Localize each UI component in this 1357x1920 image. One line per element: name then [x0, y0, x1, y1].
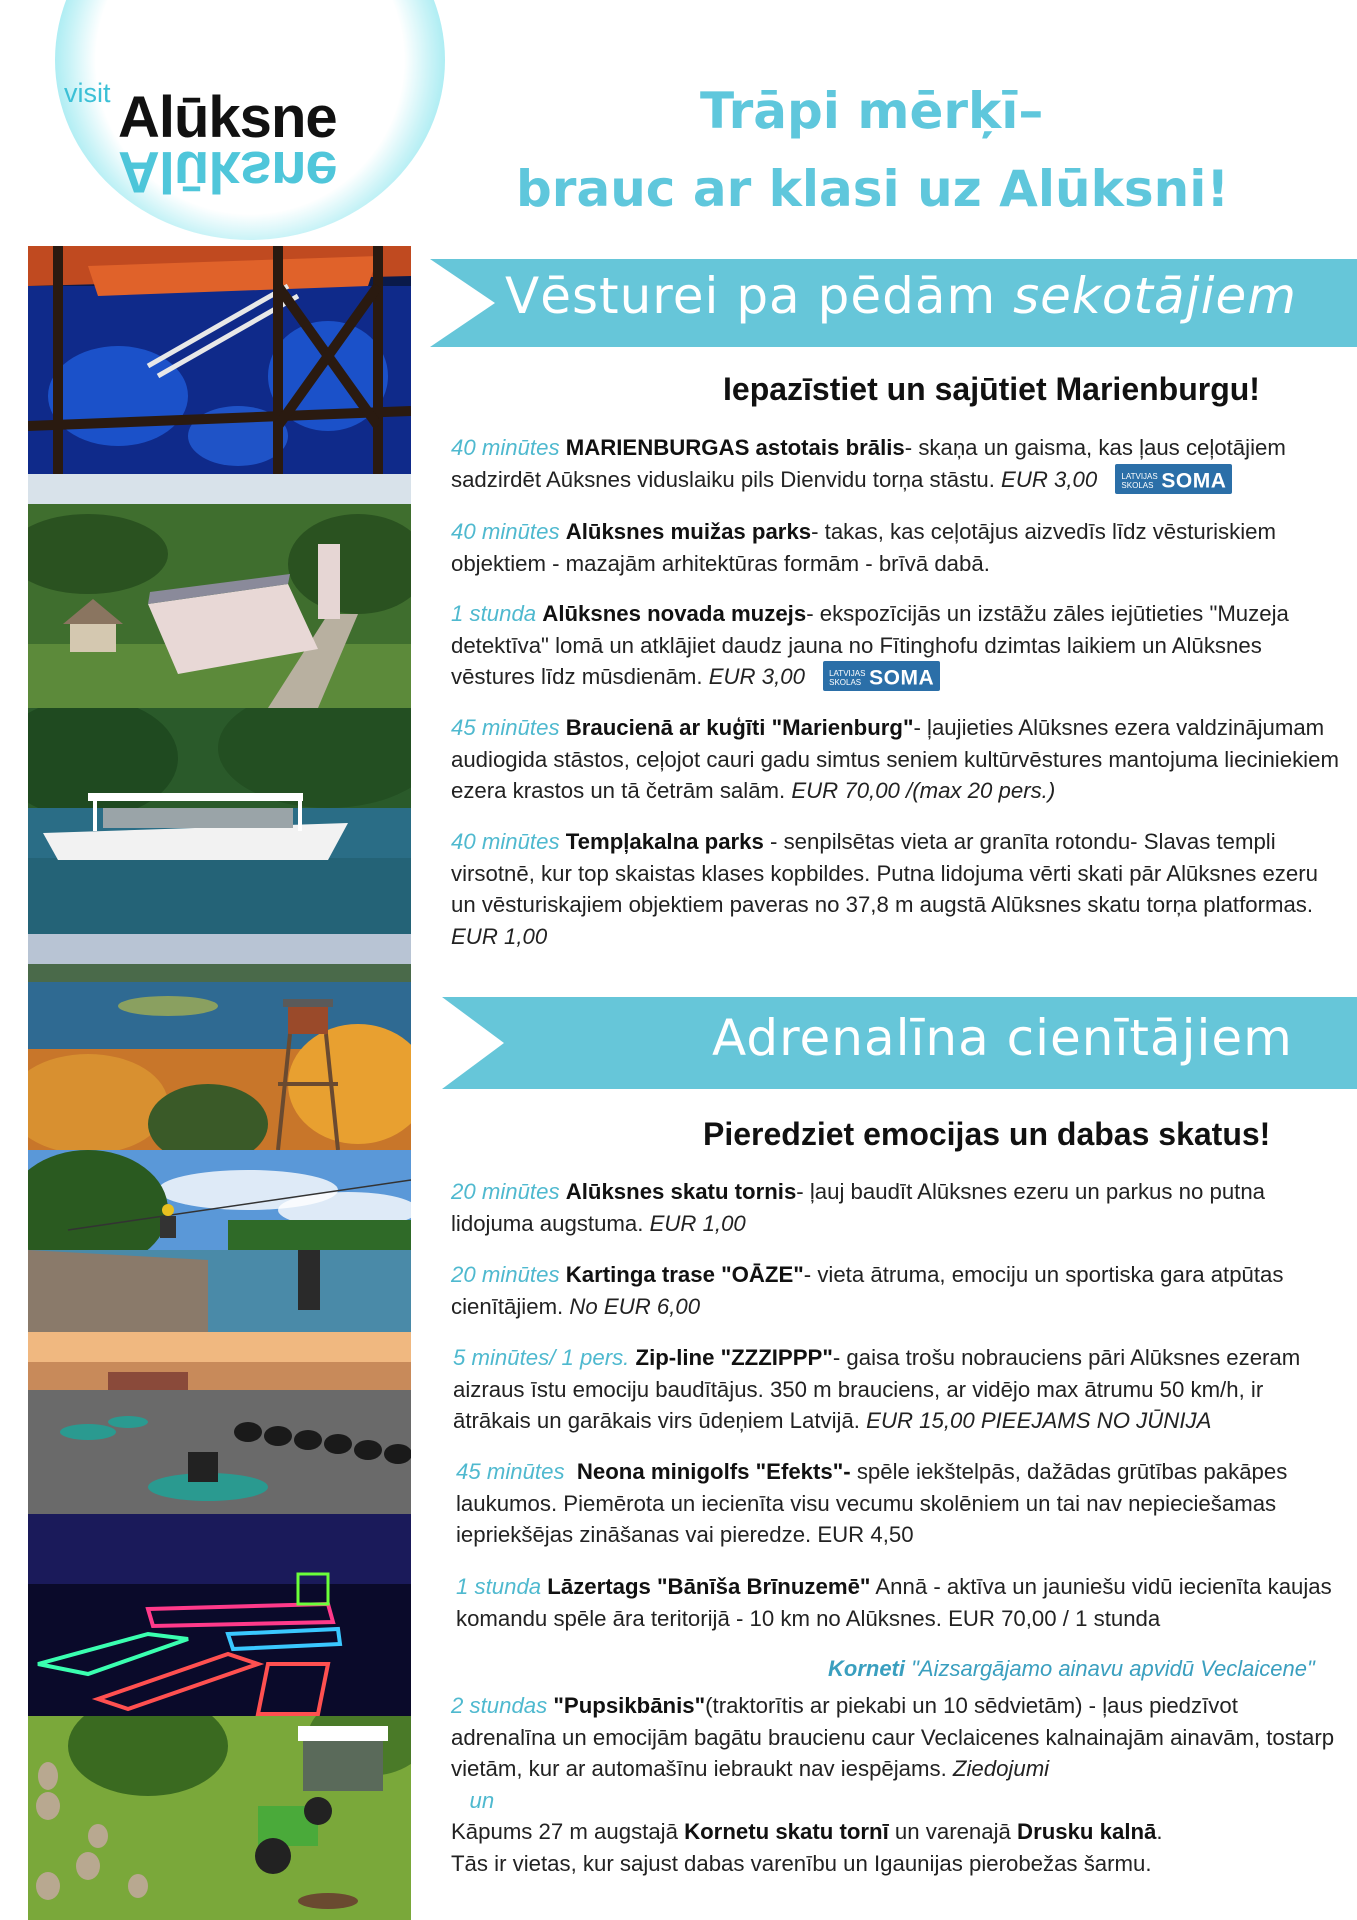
- list-item: 40 minūtes MARIENBURGAS astotais brālis- skaņa un gaisma, kas ļaus ceļotājiem sadzirdēt Aūksnes viduslaiku pils Dienvidu torņa stāstu. EUR 3,00 LATVIJAS SKOLAS SOMA: [451, 435, 1286, 493]
- photo-tower-interior: [28, 246, 411, 474]
- chevron-right-icon: [442, 997, 522, 1089]
- photo-boat-marienburg: [28, 708, 411, 934]
- photo-zipline: [28, 1150, 411, 1332]
- photo-karting: [28, 1332, 411, 1514]
- list-item: 1 stunda Alūksnes novada muzejs- ekspozīcijās un izstāžu zāles iejūtieties "Muzeja detektīva" lomā un atklājiet daudz jauna no Fītinghofu dzimtas laikiem un Alūksnes vēstures līdz mūsdienām. EUR 3,00 LATVIJAS SKOLAS SOMA: [451, 601, 1289, 690]
- page-title-line2: brauc ar klasi uz Alūksni!: [516, 160, 1230, 218]
- photo-tractor: [28, 1716, 411, 1920]
- section1-banner-text: Vēsturei pa pēdām sekotājiem: [505, 267, 1297, 325]
- chevron-right-icon: [430, 259, 510, 347]
- photo-lake-tower-autumn: [28, 934, 411, 1150]
- list-item: 5 minūtes/ 1 pers. Zip-line "ZZZIPPP"- gaisa trošu nobrauciens pāri Alūksnes ezeram aizraus īstu emociju baudītājus. 350 m brauciens, ar vidējo max ātrumu 50 km/h, ir ātrākais un garākais virs ūdeņiem Latvijā. EUR 15,00 PIEEJAMS NO JŪNIJA: [453, 1345, 1301, 1434]
- skolas-soma-badge: LATVIJAS SKOLAS SOMA: [1115, 464, 1232, 494]
- korneti-heading: Korneti "Aizsargājamo ainavu apvidū Veclaicene": [828, 1656, 1315, 1681]
- list-item: 20 minūtes Alūksnes skatu tornis- ļauj baudīt Alūksnes ezeru un parkus no putna lidojuma augstuma. EUR 1,00: [451, 1179, 1266, 1236]
- section2-banner: [442, 997, 1357, 1089]
- section2-banner-text: Adrenalīna cienītājiem: [712, 1009, 1293, 1067]
- logo-name: Alūksne: [118, 85, 337, 150]
- section2-subtitle: Pieredziet emocijas un dabas skatus!: [703, 1116, 1271, 1152]
- list-item: 45 minūtes Braucienā ar kuģīti "Marienburg"- ļaujieties Alūksnes ezera valdzinājumam audiogida stāstos, ceļojot cauri gadu simtus seniem kultūrvēstures mantojuma lieciniekiem ezera krastos un tā četrām salām. EUR 70,00 /(max 20 pers.): [451, 715, 1339, 804]
- section1-banner: [430, 259, 1357, 347]
- page-title-line1: Trāpi mērķī–: [700, 82, 1044, 140]
- list-item: 2 stundas "Pupsikbānis"(traktorītis ar piekabi un 10 sēdvietām) - ļaus piedzīvot adrenalīna un emocijām bagātu braucienu caur Veclaicenes kalnainajām ainavām, tostarp vietām, kur ar automašīnu iebraukt nav iespējams. Ziedojumi un Kāpums 27 m augstajā Kornetu skatu tornī un varenajā Drusku kalnā. Tās ir vietas, kur sajust dabas varenību un Igaunijas pierobežas šarmu.: [451, 1693, 1335, 1876]
- photo-neon-minigolf: [28, 1514, 411, 1716]
- list-item: 20 minūtes Kartinga trase "OĀZE"- vieta ātruma, emociju un sportiska gara atpūtas cienītājiem. No EUR 6,00: [451, 1262, 1284, 1319]
- list-item: 40 minūtes Tempļakalna parks - senpilsētas vieta ar granīta rotondu- Slavas templi virsotnē, kur top skaistas klases kopbildes. Putna lidojuma vērti skati pār Alūksnes ezeru un vēsturiskajiem objektiem paveras no 37,8 m augstā Alūksnes skatu torņa platformas. EUR 1,00: [451, 829, 1318, 949]
- logo-visit-text: visit: [64, 78, 111, 108]
- skolas-soma-badge: LATVIJAS SKOLAS SOMA: [823, 661, 940, 691]
- logo-mirror: Alūksne: [118, 139, 337, 204]
- list-item: 45 minūtes Neona minigolfs "Efekts"- spēle iekštelpās, dažādas grūtības pakāpes laukumos. Piemērota un iecienīta visu vecumu skolēniem un tai nav nepieciešamas iepriekšējas zināšanas vai pieredze. EUR 4,50: [456, 1459, 1288, 1548]
- list-item: 1 stunda Lāzertags "Bānīša Brīnuzemē" Annā - aktīva un jauniešu vidū iecienīta kaujas komandu spēle āra teritorijā - 10 km no Alūksnes. EUR 70,00 / 1 stunda: [456, 1574, 1332, 1631]
- photo-manor-aerial: [28, 474, 411, 708]
- section1-subtitle: Iepazīstiet un sajūtiet Marienburgu!: [723, 371, 1260, 407]
- list-item: 40 minūtes Alūksnes muižas parks- takas, kas ceļotājus aizvedīs līdz vēsturiskiem objektiem - mazajām arhitektūras formām - brīvā dabā.: [451, 519, 1277, 576]
